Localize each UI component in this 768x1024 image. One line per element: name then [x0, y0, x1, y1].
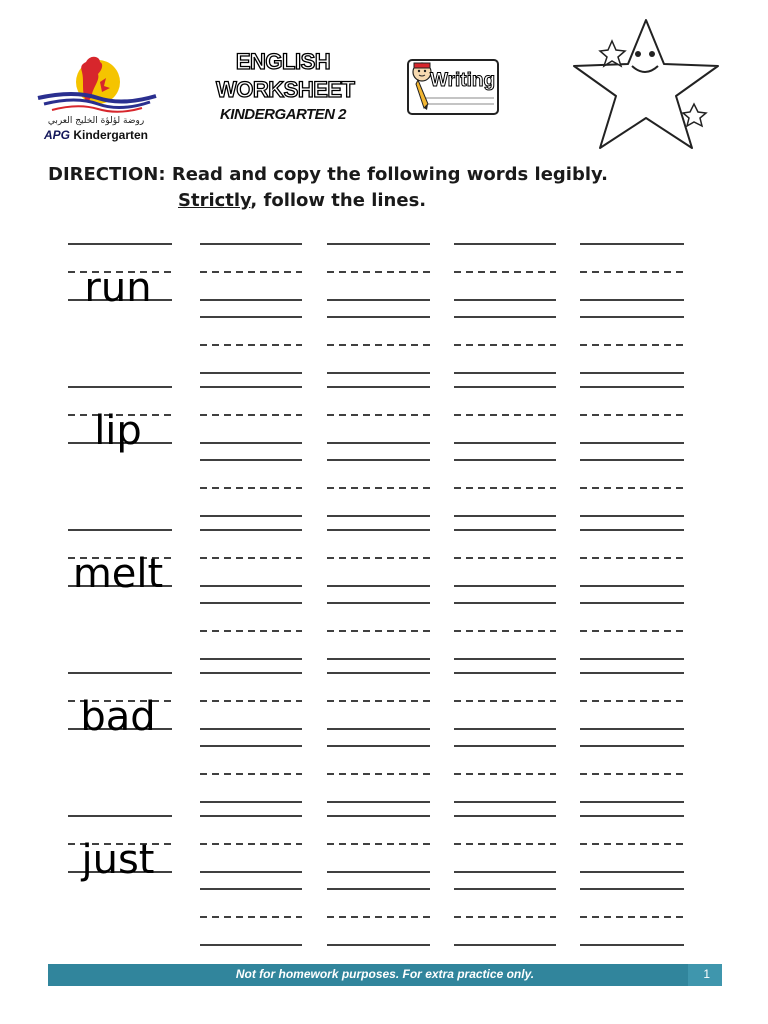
direction-rest: , follow the lines.	[250, 190, 427, 211]
title-line-3: KINDERGARTEN 2	[219, 106, 347, 123]
title-line-1: ENGLISH	[235, 49, 331, 74]
practice-word: just	[81, 837, 155, 883]
direction-label: DIRECTION:	[48, 164, 166, 185]
practice-word: bad	[80, 694, 156, 740]
writing-label: Writing	[430, 70, 496, 91]
logo-kindergarten: Kindergarten	[73, 128, 149, 142]
practice-word: run	[84, 265, 152, 311]
practice-word: lip	[94, 408, 142, 454]
practice-word: melt	[72, 551, 164, 597]
page-number: 1	[703, 967, 710, 981]
logo-brand: APG	[43, 128, 70, 142]
logo-arabic-text: روضة لؤلؤة الخليج العربي	[47, 116, 145, 126]
title-line-2: WORKSHEET	[216, 77, 355, 102]
direction-instruction: Read and copy the following words legibly.	[171, 164, 608, 185]
direction-emphasis: Strictly	[178, 190, 251, 211]
footer-bar	[48, 964, 722, 986]
footer-text: Not for homework purposes. For extra practice only.	[235, 967, 535, 981]
